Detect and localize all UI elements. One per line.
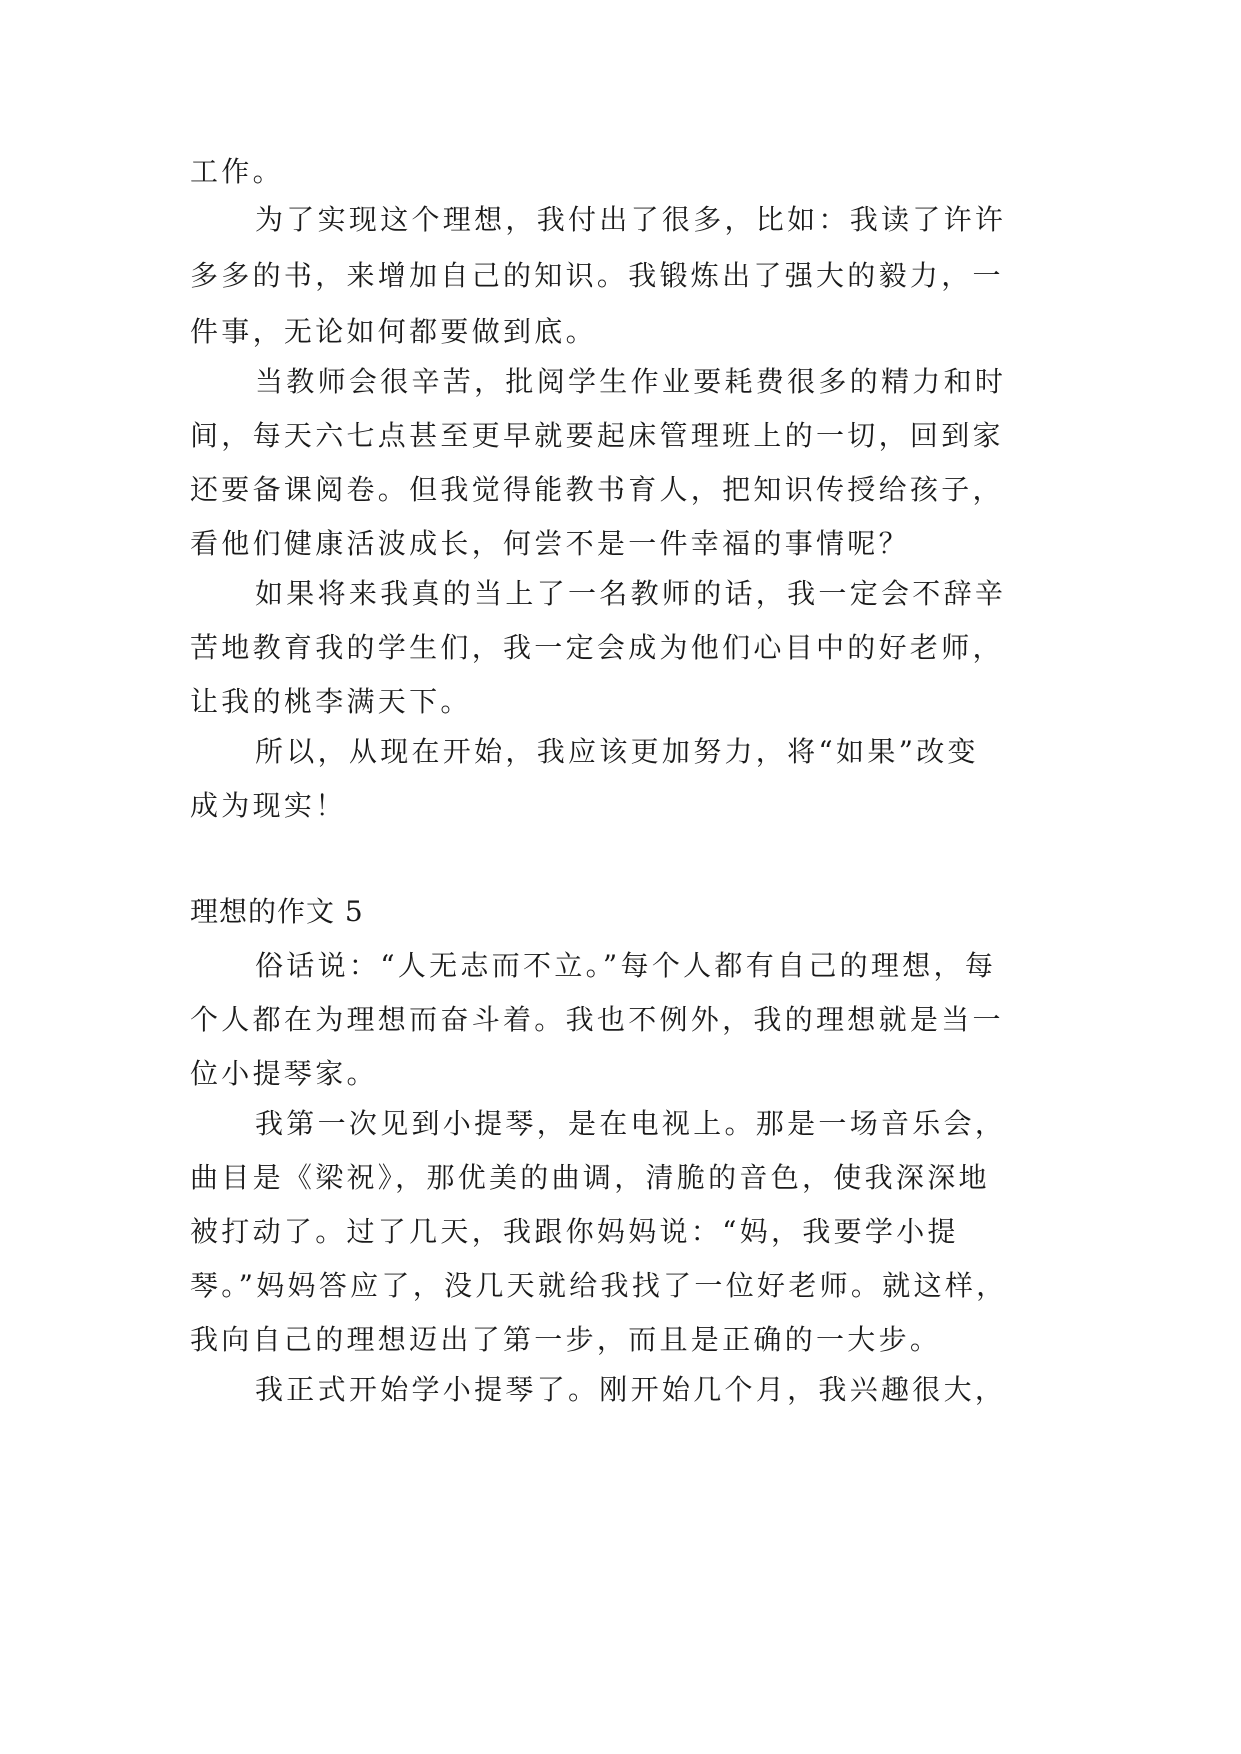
paragraph-line: 我正式开始学小提琴了。刚开始几个月，我兴趣很大，	[255, 1373, 1007, 1406]
paragraph-line: 让我的桃李满天下。	[190, 685, 472, 718]
paragraph-line: 琴。”妈妈答应了，没几天就给我找了一位好老师。就这样，	[190, 1269, 1008, 1302]
paragraph-line: 苦地教育我的学生们，我一定会成为他们心目中的好老师，	[190, 631, 1004, 664]
paragraph-line: 成为现实！	[190, 789, 347, 822]
paragraph-line: 我第一次见到小提琴，是在电视上。那是一场音乐会，	[255, 1107, 1007, 1140]
paragraph-line: 件事，无论如何都要做到底。	[190, 315, 597, 348]
paragraph-line: 间，每天六七点甚至更早就要起床管理班上的一切，回到家	[190, 419, 1004, 452]
paragraph-line: 工作。	[190, 155, 284, 188]
paragraph-line: 还要备课阅卷。但我觉得能教书育人，把知识传授给孩子，	[190, 473, 1004, 506]
paragraph-line: 曲目是《梁祝》，那优美的曲调，清脆的音色，使我深深地	[190, 1161, 990, 1194]
paragraph-line: 如果将来我真的当上了一名教师的话，我一定会不辞辛	[255, 577, 1007, 610]
paragraph-line: 俗话说：“人无志而不立。”每个人都有自己的理想，每	[255, 949, 997, 982]
paragraph-line: 当教师会很辛苦，批阅学生作业要耗费很多的精力和时	[255, 365, 1007, 398]
paragraph-line: 个人都在为理想而奋斗着。我也不例外，我的理想就是当一	[190, 1003, 1004, 1036]
section-heading: 理想的作文 5	[190, 895, 364, 928]
paragraph-line: 所以，从现在开始，我应该更加努力，将“如果”改变	[255, 735, 979, 768]
paragraph-line: 我向自己的理想迈出了第一步，而且是正确的一大步。	[190, 1323, 942, 1356]
paragraph-line: 为了实现这个理想，我付出了很多，比如：我读了许许	[255, 203, 1007, 236]
paragraph-line: 位小提琴家。	[190, 1057, 378, 1090]
paragraph-line: 看他们健康活波成长，何尝不是一件幸福的事情呢？	[190, 527, 910, 560]
paragraph-line: 多多的书，来增加自己的知识。我锻炼出了强大的毅力，一	[190, 259, 1004, 292]
paragraph-line: 被打动了。过了几天，我跟你妈妈说：“妈，我要学小提	[190, 1215, 959, 1248]
